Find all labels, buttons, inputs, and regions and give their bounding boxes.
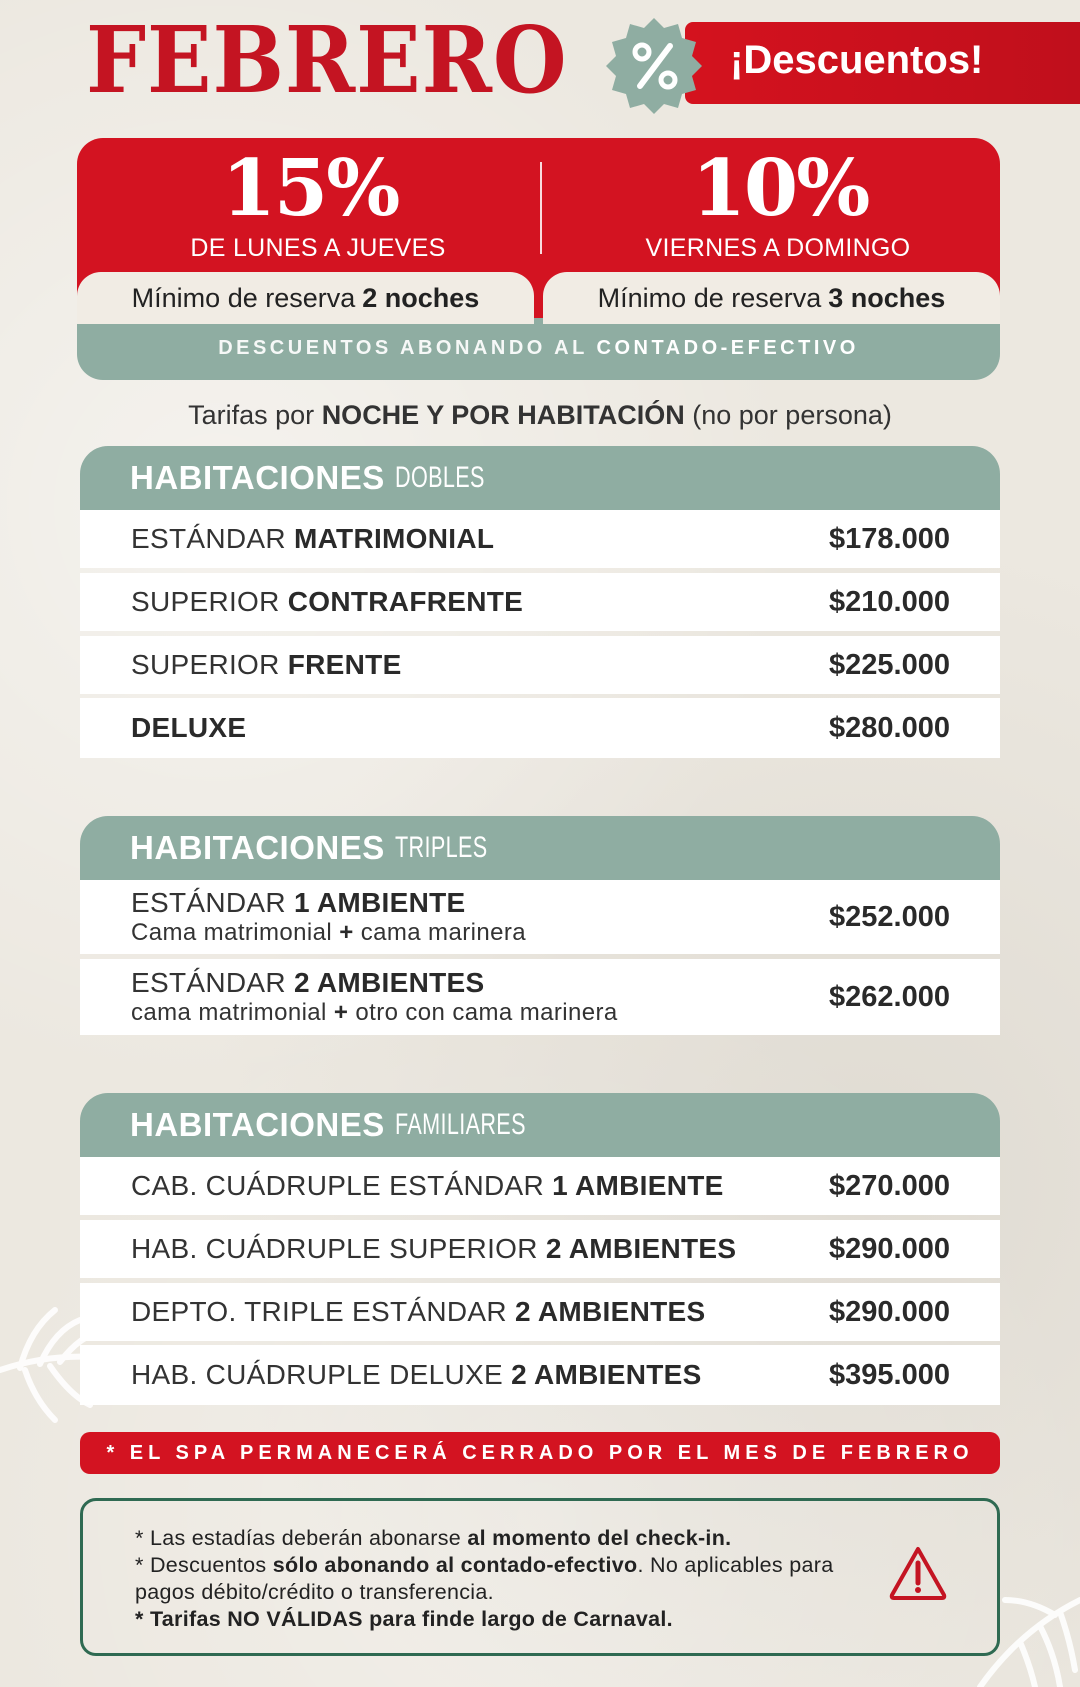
weekday-discount-percent: 15% (221, 143, 399, 234)
rates-suffix: (no por persona) (692, 400, 892, 430)
room-row (80, 1345, 1000, 1405)
note-line-2: * Descuentos sólo abonando al contado-efectivo. No aplicables para pagos débito/crédito o transferencia. (135, 1553, 834, 1604)
room-price: $262.000 (829, 980, 950, 1013)
section-subtitle: TRIPLES (394, 831, 488, 864)
room-name: CONTRAFRENTE (287, 586, 524, 617)
room-row (80, 1157, 1000, 1215)
section-title: HABITACIONES (130, 1106, 385, 1143)
room-name: MATRIMONIAL (293, 523, 495, 554)
weekday-min-stay (77, 272, 534, 324)
room-row (80, 698, 1000, 758)
discount-payment-note (77, 337, 1000, 367)
room-row (80, 573, 1000, 631)
room-row (80, 1220, 1000, 1278)
note-bold: CONTADO-EFECTIVO (596, 337, 859, 359)
room-type: ESTÁNDAR (131, 887, 286, 918)
rates-prefix: Tarifas por (188, 400, 315, 430)
room-price: $395.000 (829, 1358, 950, 1391)
min-stay-prefix: Mínimo de reserva (597, 282, 822, 313)
room-name: FRENTE (287, 649, 402, 680)
room-name: 2 AMBIENTES (293, 967, 485, 998)
room-price: $178.000 (829, 522, 950, 555)
weekend-discount-percent: 10% (691, 143, 869, 234)
terms-notes (80, 1498, 1000, 1656)
room-type: SUPERIOR (131, 649, 280, 680)
room-row (80, 1283, 1000, 1341)
room-type: ESTÁNDAR (131, 967, 286, 998)
room-price: $280.000 (829, 711, 950, 744)
note-line-3: * Tarifas NO VÁLIDAS para finde largo de Carnaval. (135, 1607, 673, 1631)
room-row (80, 510, 1000, 568)
room-name: 2 AMBIENTES (511, 1359, 702, 1390)
room-name: DELUXE (131, 712, 247, 743)
min-stay-prefix: Mínimo de reserva (131, 282, 356, 313)
room-price: $210.000 (829, 585, 950, 618)
section-subtitle: FAMILIARES (394, 1108, 526, 1141)
weekend-discount-days: VIERNES A DOMINGO (645, 234, 911, 262)
note-prefix: DESCUENTOS ABONANDO AL (218, 337, 588, 359)
min-stay-nights: 3 noches (828, 282, 946, 313)
room-price: $290.000 (829, 1232, 950, 1265)
section-header-familiares (80, 1093, 1000, 1157)
room-price: $270.000 (829, 1169, 950, 1202)
section-subtitle: DOBLES (394, 461, 485, 494)
percent-icon (604, 14, 704, 114)
section-title: HABITACIONES (130, 459, 385, 496)
room-description: Cama matrimonial + cama marinera (131, 919, 526, 946)
discounts-banner-label: ¡Descuentos! (730, 38, 984, 82)
min-stay-nights: 2 noches (362, 282, 480, 313)
room-type: DEPTO. TRIPLE ESTÁNDAR (131, 1296, 507, 1327)
weekend-min-stay (543, 272, 1000, 324)
section-header-dobles (80, 446, 1000, 510)
room-type: HAB. CUÁDRUPLE SUPERIOR (131, 1233, 538, 1264)
section-header-triples (80, 816, 1000, 880)
spa-closed-notice: * EL SPA PERMANECERÁ CERRADO POR EL MES DE FEBRERO (80, 1432, 1000, 1474)
rates-subtitle (0, 400, 1080, 431)
room-type: ESTÁNDAR (131, 523, 286, 554)
room-type: HAB. CUÁDRUPLE DELUXE (131, 1359, 503, 1390)
room-name: 2 AMBIENTES (545, 1233, 737, 1264)
room-name: 2 AMBIENTES (514, 1296, 706, 1327)
room-type: SUPERIOR (131, 586, 280, 617)
note-line-1: * Las estadías deberán abonarse al momento del check-in. (135, 1526, 732, 1550)
weekday-discount-days: DE LUNES A JUEVES (190, 234, 446, 262)
room-name: 1 AMBIENTE (293, 887, 466, 918)
room-row (80, 959, 1000, 1035)
page-title: FEBRERO (86, 6, 568, 114)
room-price: $252.000 (829, 900, 950, 933)
warning-icon (888, 1545, 948, 1601)
section-title: HABITACIONES (130, 829, 385, 866)
rates-bold: NOCHE Y POR HABITACIÓN (321, 400, 685, 430)
room-description: cama matrimonial + otro con cama marinera (131, 999, 618, 1026)
room-row (80, 636, 1000, 694)
room-price: $225.000 (829, 648, 950, 681)
room-price: $290.000 (829, 1295, 950, 1328)
discount-divider (540, 162, 542, 254)
room-row (80, 880, 1000, 954)
room-type: CAB. CUÁDRUPLE ESTÁNDAR (131, 1170, 544, 1201)
room-name: 1 AMBIENTE (552, 1170, 724, 1201)
